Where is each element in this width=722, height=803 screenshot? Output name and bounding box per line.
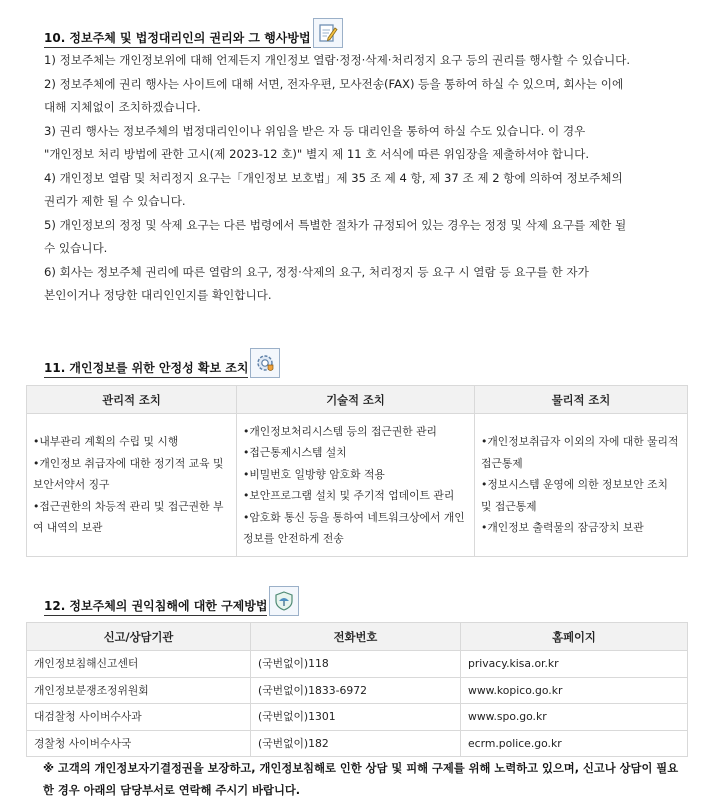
- section-11-header: [44, 344, 688, 378]
- list-item: •비밀번호 일방향 암호화 적용: [243, 467, 385, 481]
- homepage-url: www.spo.go.kr: [461, 704, 688, 731]
- column-header: 기술적 조치: [237, 386, 475, 414]
- table-header-row: [27, 623, 688, 651]
- list-item: •개인정보취급자 이외의 자에 대한 물리적 접근통제: [481, 435, 679, 470]
- physical-measures-cell: [475, 414, 688, 557]
- section-10-header: [44, 14, 686, 48]
- list-item: •개인정보 취급자에 대한 정기적 교육 및 보안서약서 징구: [33, 456, 224, 492]
- phone-number: (국번없이)118: [251, 651, 461, 678]
- list-item: •정보시스템 운영에 의한 정보보안 조치 및 접근통제: [481, 478, 668, 513]
- column-header: 물리적 조치: [475, 386, 688, 414]
- column-header: 홈페이지: [461, 623, 688, 651]
- list-item: •접근권한의 차등적 관리 및 접근권한 부여 내역의 보관: [33, 499, 224, 535]
- list-item: •보안프로그램 설치 및 주기적 업데이트 관리: [243, 489, 455, 502]
- para-line: 2) 정보주체에 권리 행사는 사이트에 대해 서면, 전자우편, 모사전송(FAX) 등을 통하여 하실 수 있으며, 회사는 이에: [44, 76, 624, 91]
- table-row: [27, 730, 688, 757]
- table-row: [27, 704, 688, 731]
- para-line: 1) 정보주체는 개인정보위에 대해 언제든지 개인정보 열람·정정·삭제·처리정지 요구 등의 권리를 행사할 수 있습니다.: [44, 53, 631, 67]
- section-12-header: [44, 582, 688, 616]
- para-line: 5) 개인정보의 정정 및 삭제 요구는 다른 법령에서 특별한 절차가 규정되어 있는 경우는 정정 및 삭제 요구를 제한 될: [44, 217, 627, 232]
- remedy-note: ※ 고객의 개인정보자기결정권을 보장하고, 개인정보침해로 인한 상담 및 피해 구제를 위해 노력하고 있으며, 신고나 상담이 필요한 경우 아래의 담당부서로 연락해 주시기 바랍니다.: [43, 762, 679, 797]
- section-12: [26, 582, 688, 802]
- agency-name: 개인정보분쟁조정위원회: [27, 677, 251, 704]
- table-row: [27, 414, 688, 557]
- edit-document-icon: [313, 18, 343, 48]
- para-line: "개인정보 처리 방법에 관한 고시(제 2023-12 호)" 별지 제 11 호 서식에 따른 위임장을 제출하셔야 합니다.: [44, 147, 590, 161]
- section-11-title: 11. 개인정보를 위한 안정성 확보 조치: [44, 359, 248, 378]
- table-row: [27, 677, 688, 704]
- technical-measures-cell: [237, 414, 475, 557]
- para-line: 6) 회사는 정보주체 권리에 따른 열람의 요구, 정정·삭제의 요구, 처리정지 등 요구 시 열람 등 요구를 한 자가: [44, 264, 589, 279]
- section-10-body: [44, 49, 686, 308]
- table-row: [27, 651, 688, 678]
- column-header: 관리적 조치: [27, 386, 237, 414]
- agency-name: 경찰청 사이버수사국: [27, 730, 251, 757]
- umbrella-shield-icon: [269, 586, 299, 616]
- administrative-measures-cell: [27, 414, 237, 557]
- table-header-row: [27, 386, 688, 414]
- homepage-url: www.kopico.go.kr: [461, 677, 688, 704]
- security-measures-table: [26, 385, 688, 557]
- para-line: 3) 권리 행사는 정보주체의 법정대리인이나 위임을 받은 자 등 대리인을 통하여 하실 수도 있습니다. 이 경우: [44, 123, 586, 138]
- phone-number: (국번없이)1301: [251, 704, 461, 731]
- list-item: •내부관리 계획의 수립 및 시행: [33, 435, 179, 449]
- homepage-url: ecrm.police.go.kr: [461, 730, 688, 757]
- column-header: 전화번호: [251, 623, 461, 651]
- gear-shield-icon: [250, 348, 280, 378]
- para-line: 권리가 제한 될 수 있습니다.: [44, 194, 186, 208]
- list-item: •개인정보처리시스템 등의 접근권한 관리: [243, 424, 437, 438]
- homepage-url: privacy.kisa.or.kr: [461, 651, 688, 678]
- remedy-contacts-table: [26, 622, 688, 757]
- list-item: •개인정보 출력물의 잠금장치 보관: [481, 521, 644, 535]
- para-line: 4) 개인정보 열람 및 처리정지 요구는「개인정보 보호법」제 35 조 제 4 항, 제 37 조 제 2 항에 의하여 정보주체의: [44, 170, 623, 185]
- phone-number: (국번없이)1833-6972: [251, 677, 461, 704]
- agency-name: 개인정보침해신고센터: [27, 651, 251, 678]
- para-line: 대해 지체없이 조치하겠습니다.: [44, 100, 201, 114]
- column-header: 신고/상담기관: [27, 623, 251, 651]
- agency-name: 대검찰청 사이버수사과: [27, 704, 251, 731]
- section-12-title: 12. 정보주체의 권익침해에 대한 구제방법: [44, 597, 267, 616]
- section-10-title: 10. 정보주체 및 법정대리인의 권리와 그 행사방법: [44, 29, 311, 48]
- list-item: •암호화 통신 등을 통하여 네트워크상에서 개인정보를 안전하게 전송: [243, 510, 465, 545]
- para-line: 본인이거나 정당한 대리인인지를 확인합니다.: [44, 288, 272, 302]
- para-line: 수 있습니다.: [44, 241, 108, 255]
- phone-number: (국번없이)182: [251, 730, 461, 757]
- section-10: [44, 14, 686, 308]
- section-11: [26, 344, 688, 557]
- list-item: •접근통제시스템 설치: [243, 446, 347, 459]
